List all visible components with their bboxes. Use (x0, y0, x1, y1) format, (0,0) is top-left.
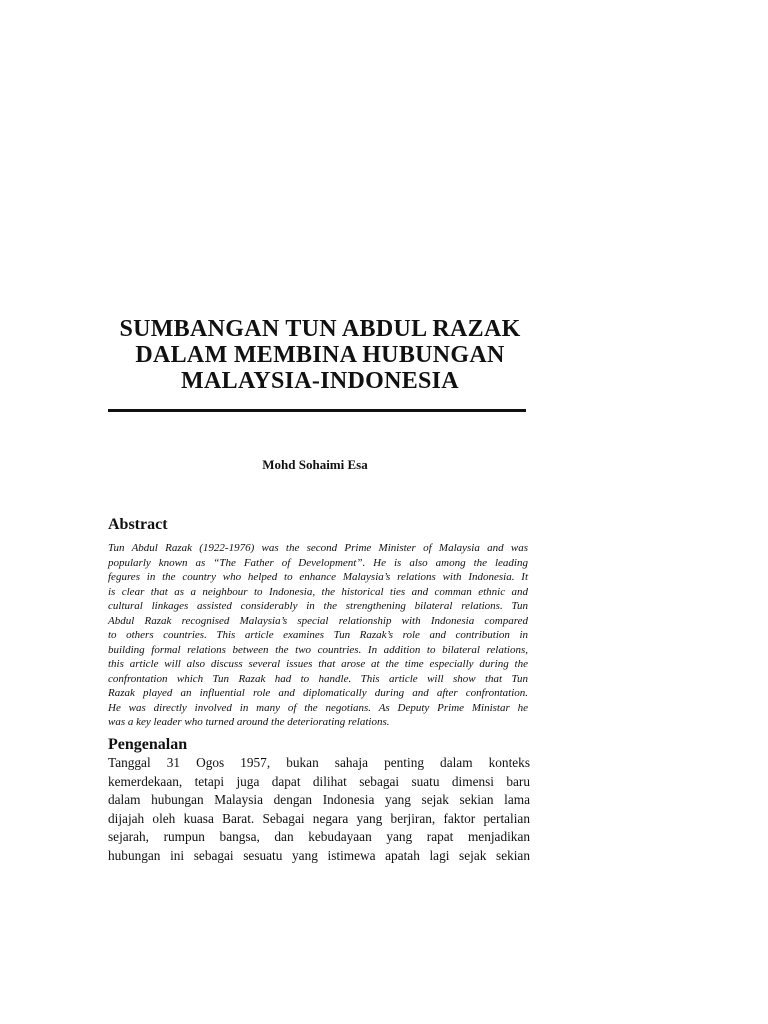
abstract-line: cultural linkages assisted considerably in the strengthening bilateral relations. Tun (108, 600, 528, 612)
abstract-line: popularly known as “The Father of Development”. He is also among the leading (108, 556, 528, 569)
abstract-line: Tun Abdul Razak (1922-1976) was the second Prime Minister of Malaysia and was (108, 542, 528, 554)
abstract-line: was a key leader who turned around the deteriorating relations. (108, 716, 390, 728)
abstract-line: building formal relations between the two countries. In addition to bilateral relations, (108, 643, 528, 656)
intro-line: dalam hubungan Malaysia dengan Indonesia yang sejak sekian lama (108, 792, 530, 807)
intro-text (108, 754, 530, 865)
abstract-line: to others countries. This article examines Tun Razak’s role and contribution in (108, 629, 528, 641)
article-title (100, 316, 540, 394)
abstract-line: this article will also discuss several issues that arose at the time especially during the (108, 658, 528, 670)
abstract-heading: Abstract (108, 516, 168, 533)
title-line: DALAM MEMBINA HUBUNGAN (135, 342, 505, 368)
abstract-line: confrontation which Tun Razak had to handle. This article will show that Tun (108, 672, 528, 685)
abstract-line: Abdul Razak recognised Malaysia’s special relationship with Indonesia compared (108, 614, 528, 627)
abstract-text (108, 541, 528, 730)
abstract-line: is clear that as a neighbour to Indonesia, the historical ties and comman ethnic and (108, 585, 528, 598)
intro-line: Tanggal 31 Ogos 1957, bukan sahaja penting dalam konteks (108, 755, 530, 770)
intro-line: sejarah, rumpun bangsa, dan kebudayaan yang rapat menjadikan (108, 829, 530, 844)
intro-line: hubungan ini sebagai sesuatu yang istimewa apatah lagi sejak sekian (108, 847, 530, 863)
author-name: Mohd Sohaimi Esa (262, 457, 368, 472)
title-line: MALAYSIA-INDONESIA (181, 368, 459, 394)
intro-line: dijajah oleh kuasa Barat. Sebagai negara yang berjiran, faktor pertalian (108, 810, 530, 826)
abstract-line: fegures in the country who helped to enhance Malaysia’s relations with Indonesia. It (108, 571, 528, 583)
title-divider (108, 409, 526, 412)
title-line: SUMBANGAN TUN ABDUL RAZAK (119, 316, 521, 342)
abstract-line: He was directly involved in many of the negotians. As Deputy Prime Ministar he (108, 701, 528, 714)
abstract-line: Razak played an influential role and diplomatically during and after confrontation. (108, 687, 528, 699)
intro-heading: Pengenalan (108, 736, 188, 753)
intro-line: kemerdekaan, tetapi juga dapat dilihat sebagai suatu dimensi baru (108, 773, 530, 789)
